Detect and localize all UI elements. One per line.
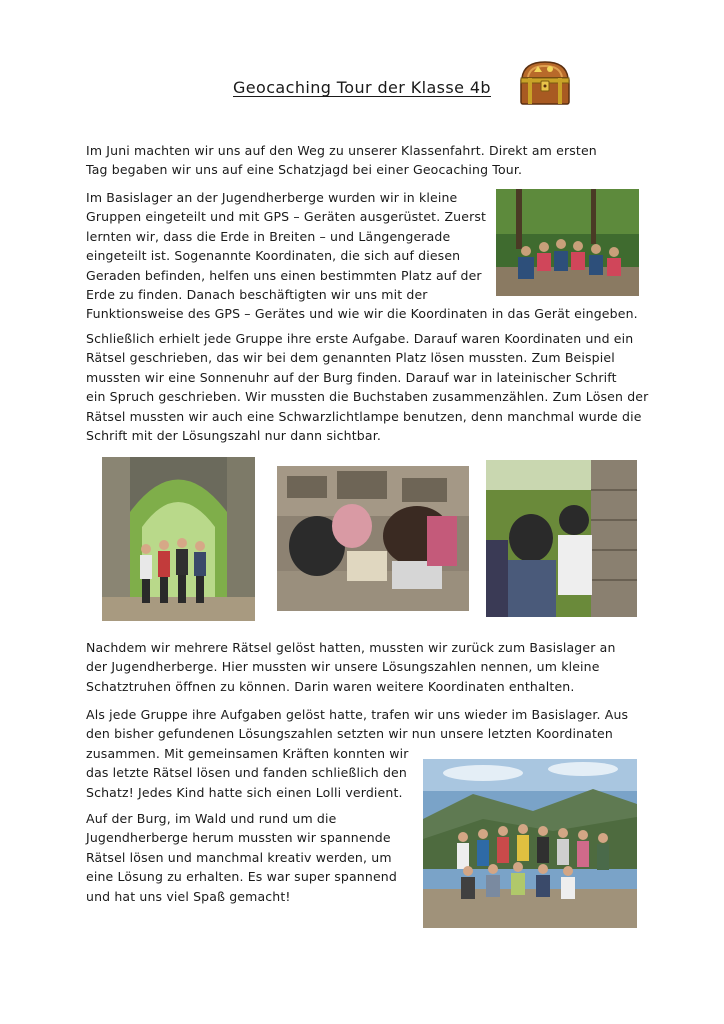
text-line: und hat uns viel Spaß gemacht! bbox=[86, 888, 291, 904]
group-photo-above-valley-photo bbox=[423, 759, 637, 928]
paragraph-intro bbox=[86, 141, 597, 180]
text-line: Schatz! Jedes Kind hatte sich einen Lolli verdient. bbox=[86, 784, 403, 800]
text-line: Jugendherberge herum mussten wir spannende bbox=[86, 830, 391, 846]
treasure-chest-icon bbox=[516, 58, 574, 108]
text-line: ein Spruch geschrieben. Wir mussten die Buchstaben zusammenzählen. Zum Lösen der bbox=[86, 389, 649, 405]
text-line: Schatztruhen öffnen zu können. Darin waren weitere Koordinaten enthalten. bbox=[86, 678, 575, 694]
children-solving-puzzle-photo bbox=[277, 466, 469, 611]
text-line: Erde zu finden. Danach beschäftigten wir uns mit der bbox=[86, 287, 428, 303]
group-in-forest-photo bbox=[496, 189, 639, 296]
text-line: Im Juni machten wir uns auf den Weg zu unserer Klassenfahrt. Direkt am ersten bbox=[86, 143, 597, 158]
paragraph-basislager-zurueck bbox=[86, 638, 616, 696]
text-line: eine Lösung zu erhalten. Es war super spannend bbox=[86, 869, 397, 885]
text-line: Schrift mit der Lösungszahl nur dann sichtbar. bbox=[86, 428, 381, 444]
text-line: Schließlich erhielt jede Gruppe ihre erste Aufgabe. Darauf waren Koordinaten und ein bbox=[86, 331, 634, 346]
text-line: Tag begaben wir uns auf eine Schatzjagd bei einer Geocaching Tour. bbox=[86, 162, 523, 178]
text-line: der Jugendherberge. Hier mussten wir unsere Lösungszahlen nennen, um kleine bbox=[86, 659, 600, 675]
text-line: Auf der Burg, im Wald und rund um die bbox=[86, 811, 337, 826]
text-line: Rätsel mussten wir auch eine Schwarzlichtlampe benutzen, denn manchmal wurde die bbox=[86, 408, 642, 424]
text-line: das letzte Rätsel lösen und fanden schließlich den bbox=[86, 765, 407, 781]
text-line: eingeteilt ist. Sogenannte Koordinaten, die sich auf diesen bbox=[86, 248, 461, 264]
text-line: den bisher gefundenen Lösungszahlen setzten wir nun unsere letzten Koordinaten bbox=[86, 726, 613, 742]
text-line: Funktionsweise des GPS – Gerätes und wie wir die Koordinaten in das Gerät eingeben. bbox=[86, 306, 638, 322]
children-at-stone-archway-photo bbox=[102, 457, 255, 621]
text-line: lernten wir, dass die Erde in Breiten – und Längengerade bbox=[86, 228, 451, 244]
text-line: Nachdem wir mehrere Rätsel gelöst hatten, mussten wir zurück zum Basislager an bbox=[86, 640, 616, 655]
text-line: Rätsel geschrieben, das wir bei dem genannten Platz lösen mussten. Zum Beispiel bbox=[86, 350, 615, 366]
text-line: Als jede Gruppe ihre Aufgaben gelöst hatte, trafen wir uns wieder im Basislager. Aus bbox=[86, 707, 629, 722]
paragraph-aufgabe bbox=[86, 329, 648, 445]
text-line: Geraden befinden, helfen uns einen bestimmten Platz auf der bbox=[86, 267, 482, 283]
page-title bbox=[0, 78, 724, 97]
text-line: Rätsel lösen und manchmal kreativ werden, um bbox=[86, 849, 392, 865]
page-title-text: Geocaching Tour der Klasse 4b bbox=[233, 78, 491, 97]
text-line: Gruppen eingeteilt und mit GPS – Geräten ausgerüstet. Zuerst bbox=[86, 209, 487, 225]
text-line: Im Basislager an der Jugendherberge wurden wir in kleine bbox=[86, 190, 458, 205]
text-line: mussten wir eine Sonnenuhr auf der Burg finden. Darauf war in lateinischer Schrift bbox=[86, 369, 617, 385]
children-at-stone-wall-photo bbox=[486, 460, 637, 617]
text-line: zusammen. Mit gemeinsamen Kräften konnten wir bbox=[86, 745, 409, 761]
paragraph-fazit bbox=[86, 809, 397, 906]
